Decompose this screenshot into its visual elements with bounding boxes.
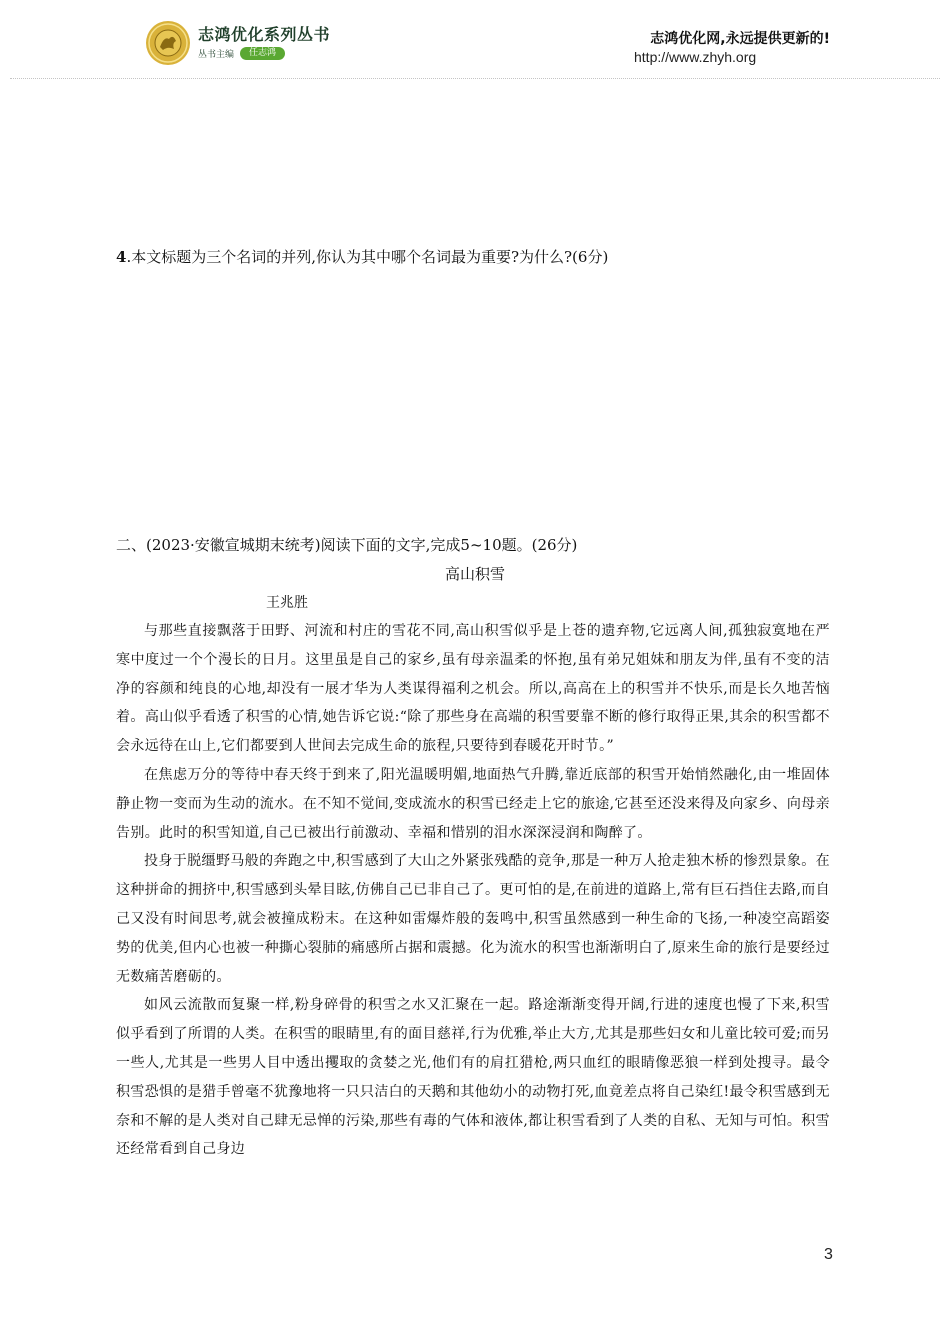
question-4 [116,246,608,267]
paragraph: 在焦虑万分的等待中春天终于到来了,阳光温暖明媚,地面热气升腾,靠近底部的积雪开始悄然融化,由一堆固体静止物一变而为生动的流水。在不知不觉间,变成流水的积雪已经走上它的旅途,它甚至还没来得及向家乡、向母亲告别。此时的积雪知道,自己已被出行前激动、幸福和惜别的泪水深深浸润和陶醉了。 [116,766,830,841]
question-text: .本文标题为三个名词的并列,你认为其中哪个名词最为重要?为什么?(6分) [126,248,609,266]
article-author: 王兆胜 [266,595,308,611]
paragraph: 与那些直接飘落于田野、河流和村庄的雪花不同,高山积雪似乎是上苍的遗弃物,它远离人间,孤独寂寞地在严寒中度过一个个漫长的日月。这里虽是自己的家乡,虽有母亲温柔的怀抱,虽有弟兄姐妹和朋友为伴,虽有不变的洁净的容颜和纯良的心地,却没有一展才华为人类谋得福利之机会。所以,高高在上的积雪并不快乐,而是长久地苦恼着。高山似乎看透了积雪的心情,她告诉它说:“除了那些身在高端的积雪要靠不断的修行取得正果,其余的积雪都不会永远待在山上,它们都要到人世间去完成生命的旅程,只要待到春暖花开时节。” [116,623,830,755]
header-divider [10,78,940,79]
article-body [116,617,830,1164]
editor-label: 丛书主编 [198,50,235,60]
brand-title: 志鸿优化系列丛书 [198,25,331,44]
gold-seal-logo-icon [145,20,191,66]
page-number: 3 [824,1246,833,1263]
paragraph: 投身于脱缰野马般的奔跑之中,积雪感到了大山之外紧张残酷的竞争,那是一种万人抢走独木桥的惨烈景象。在这种拼命的拥挤中,积雪感到头晕目眩,仿佛自己已非自己了。更可怕的是,在前进的道路上,常有巨石挡住去路,而自己又没有时间思考,就会被撞成粉末。在这种如雷爆炸般的轰鸣中,积雪虽然感到一种生命的飞扬,一种凌空高蹈姿势的优美,但内心也被一种撕心裂肺的痛感所占据和震撼。化为流水的积雪也渐渐明白了,原来生命的旅行是要经过无数痛苦磨砺的。 [116,853,830,985]
brand-editor [198,47,285,61]
editor-name-badge: 任志鸿 [240,47,285,60]
header-slogan: 志鸿优化网,永远提供更新的! [650,31,830,47]
section-heading: 二、(2023·安徽宣城期末统考)阅读下面的文字,完成5~10题。(26分) [116,536,578,554]
page-header [0,0,950,80]
header-url[interactable]: http://www.zhyh.org [634,49,757,65]
paragraph: 如风云流散而复聚一样,粉身碎骨的积雪之水又汇聚在一起。路途渐渐变得开阔,行进的速度也慢了下来,积雪似乎看到了所谓的人类。在积雪的眼睛里,有的面目慈祥,行为优雅,举止大方,尤其是那些妇女和儿童比较可爱;而另一些人,尤其是一些男人目中透出攫取的贪婪之光,他们有的肩扛猎枪,两只血红的眼睛像恶狼一样到处搜寻。最令积雪恐惧的是猎手曾毫不犹豫地将一只只洁白的天鹅和其他幼小的动物打死,血竟差点将自己染红!最令积雪感到无奈和不解的是人类对自己肆无忌惮的污染,那些有毒的气体和液体,都让积雪看到了人类的自私、无知与可怕。积雪还经常看到自己身边 [116,997,830,1158]
question-number: 4 [116,248,127,266]
article-title: 高山积雪 [444,565,505,583]
